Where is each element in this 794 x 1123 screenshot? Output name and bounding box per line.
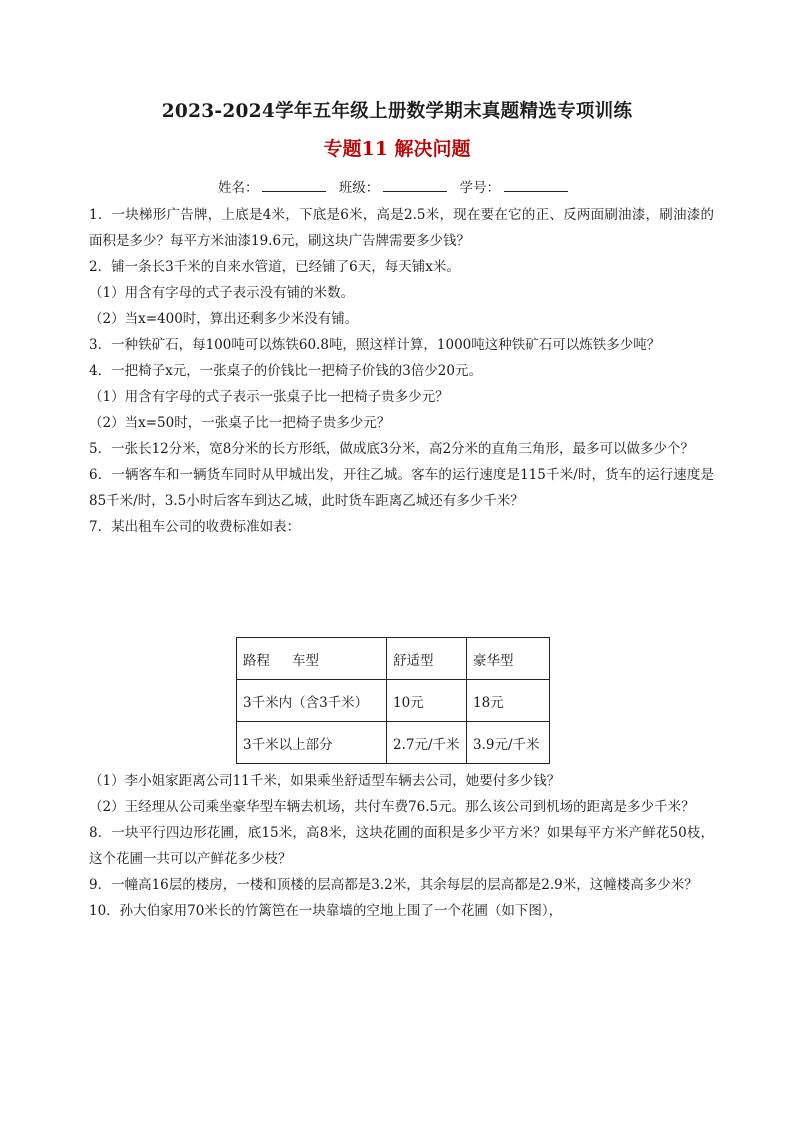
- name-label: 姓名：: [217, 180, 259, 196]
- question-7: 7．某出租车公司的收费标准如表：: [89, 519, 301, 535]
- comfort-cell: 2.7元/千米: [387, 722, 467, 764]
- table-row: [237, 722, 550, 764]
- fare-table-header-row: [237, 638, 550, 680]
- luxury-header: 豪华型: [467, 638, 550, 680]
- comfort-header: 舒适型: [387, 638, 467, 680]
- question-9: 9．一幢高16层的楼房，一楼和顶楼的层高都是3.2米，其余每层的层高都是2.9米，这幢楼高多少米？: [89, 877, 698, 893]
- question-5: 5．一张长12分米，宽8分米的长方形纸，做成底3分米，高2分米的直角三角形，最多可以做多少个？: [89, 441, 695, 457]
- page-subtitle: 专题11 解决问题: [323, 138, 471, 160]
- question-4-part-1: （1）用含有字母的式子表示一张桌子比一把椅子贵多少元？: [89, 389, 449, 405]
- question-7-part-1: （1）李小姐家距离公司11千米，如果乘坐舒适型车辆去公司，她要付多少钱？: [89, 773, 561, 789]
- questions-block-1: [89, 202, 714, 540]
- question-8: 8．一块平行四边形花圃，底15米，高8米，这块花圃的面积是多少平方米？如果每平方米产鲜花50枝，这个花圃一共可以产鲜花多少枝？: [89, 825, 714, 867]
- question-2-part-2: （2）当x=400时，算出还剩多少米没有铺。: [89, 311, 359, 327]
- id-blank[interactable]: [504, 179, 568, 192]
- page-title: 2023-2024学年五年级上册数学期末真题精选专项训练: [161, 101, 633, 122]
- question-3: 3．一种铁矿石，每100吨可以炼铁60.8吨，照这样计算，1000吨这种铁矿石可以炼铁多少吨？: [89, 337, 661, 353]
- table-row: [237, 680, 550, 722]
- student-info-line: [0, 176, 794, 196]
- range-cell: 3千米内（含3千米）: [237, 680, 387, 722]
- question-10: 10．孙大伯家用70米长的竹篱笆在一块靠墙的空地上围了一个花圃（如下图），: [89, 903, 563, 919]
- class-blank[interactable]: [383, 179, 447, 192]
- question-4-part-2: （2）当x=50时，一张桌子比一把椅子贵多少元？: [89, 415, 391, 431]
- comfort-cell: 10元: [387, 680, 467, 722]
- fare-table-corner-cell: [237, 638, 387, 680]
- id-label: 学号：: [459, 180, 501, 196]
- question-6: 6．一辆客车和一辆货车同时从甲城出发，开往乙城。客车的运行速度是115千米/时，货车的运行速度是85千米/时，3.5小时后客车到达乙城，此时货车距离乙城还有多少千米？: [89, 467, 714, 509]
- name-blank[interactable]: [262, 179, 326, 192]
- questions-block-2: [89, 768, 714, 924]
- luxury-cell: 18元: [467, 680, 550, 722]
- fare-table: [236, 637, 550, 764]
- range-cell: 3千米以上部分: [237, 722, 387, 764]
- class-label: 班级：: [338, 180, 380, 196]
- luxury-cell: 3.9元/千米: [467, 722, 550, 764]
- route-header: 路程: [243, 652, 270, 669]
- question-7-part-2: （2）王经理从公司乘坐豪华型车辆去机场，共付车费76.5元。那么该公司到机场的距离是多少千米？: [89, 799, 695, 815]
- question-2-part-1: （1）用含有字母的式子表示没有铺的米数。: [89, 285, 355, 301]
- question-2: 2．铺一条长3千米的自来水管道，已经铺了6天，每天铺x米。: [89, 259, 460, 275]
- question-4: 4．一把椅子x元，一张桌子的价钱比一把椅子价钱的3倍少20元。: [89, 363, 482, 379]
- question-1: 1．一块梯形广告牌，上底是4米，下底是6米，高是2.5米，现在要在它的正、反两面刷油漆，刷油漆的面积是多少？每平方米油漆19.6元，刷这块广告牌需要多少钱？: [89, 207, 714, 249]
- type-header: 车型: [292, 652, 319, 669]
